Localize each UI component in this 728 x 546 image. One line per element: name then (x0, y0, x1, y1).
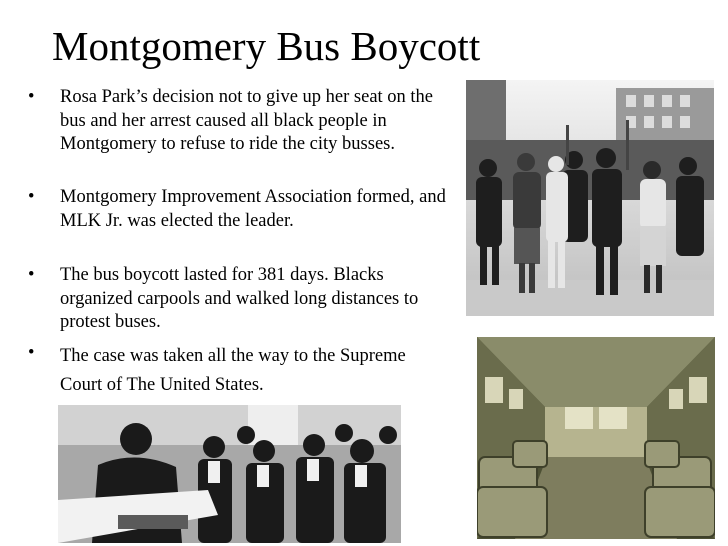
bullet-text: The bus boycott lasted for 381 days. Blacks organized carpools and walked long distances to protest buses. (60, 265, 419, 332)
slide-title: Montgomery Bus Boycott (52, 23, 481, 69)
bullet-marker: • (28, 265, 35, 285)
bullet-text: Montgomery Improvement Association formed, and MLK Jr. was elected the leader. (60, 187, 446, 231)
bullet-item (28, 186, 448, 233)
bullet-text: The case was taken all the way to the Supreme Court of The United States. (60, 346, 406, 395)
bullet-marker: • (28, 187, 35, 207)
bullet-text: Rosa Park’s decision not to give up her seat on the bus and her arrest caused all black people in Montgomery to refuse to ride the city busses. (60, 87, 434, 154)
bullet-item (28, 86, 448, 157)
bullet-item (28, 264, 448, 335)
bus-interior-graphic (477, 337, 715, 539)
meeting-photo (58, 405, 401, 543)
bullet-marker: • (28, 87, 35, 107)
march-photo (466, 80, 714, 316)
march-photo-graphic (466, 80, 714, 316)
bus-interior-photo (477, 337, 715, 539)
bullet-item (28, 342, 448, 400)
bullet-marker: • (28, 343, 35, 363)
meeting-photo-graphic (58, 405, 401, 543)
